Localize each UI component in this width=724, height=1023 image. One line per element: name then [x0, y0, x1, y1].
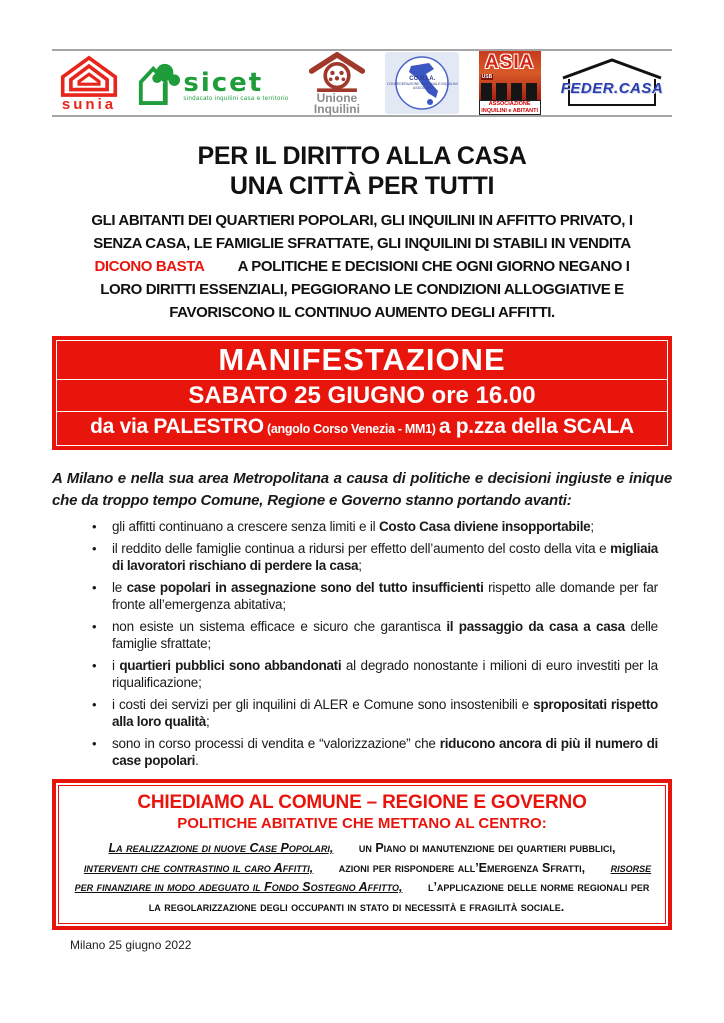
intro-paragraph: GLI ABITANTI DEI QUARTIERI POPOLARI, GLI INQUILINI IN AFFITTO PRIVATO, I SENZA CASA, LE FAMIGLIE SFRATTATE, GLI INQUILINI DI STABILI IN VENDITA DICONO BASTA A POLITICHE E DECISIONI CHE OGNI GIORNO NEGANO I LORO DIRITTI ESSENZIALI, PEGGIORANO LE CONDIZIONI ALLOGGIATIVE E FAVORISCONO IL CONTINUO AUMENTO DEGLI AFFITTI.	[91, 212, 633, 321]
demands-box	[52, 779, 672, 930]
federcasa-logo-label: FEDER.CASA	[560, 79, 664, 97]
banner-title: MANIFESTAZIONE	[218, 342, 506, 377]
sicet-logo-label: sicet	[183, 68, 264, 98]
bullet-item: • i quartieri pubblici sono abbandonati al degrado nonostante i milioni di euro investiti per la riqualificazione;	[92, 657, 658, 691]
demand-item-3: interventi che contrastino il caro Affitti,	[83, 860, 314, 875]
asia-logo	[479, 51, 541, 115]
asia-logo-subtitle: ASSOCIAZIONE INQUILINI e ABITANTI	[479, 100, 541, 115]
unione-inquilini-label: Unione Inquilini	[313, 90, 360, 116]
conia-logo-label: CO.N.I.A.	[409, 76, 436, 82]
sunia-logo-label: sunia	[61, 96, 117, 113]
sunia-house-icon	[60, 54, 118, 98]
bullet-item: • non esiste un sistema efficace e sicuro che garantisca il passaggio da casa a casa delle famiglie sfrattate;	[92, 618, 658, 652]
asia-usb-label: USB	[481, 74, 493, 80]
demand-item-4: azioni per rispondere all’Emergenza Sfratti,	[338, 860, 586, 875]
banner-street: PALESTRO	[153, 415, 264, 438]
unione-inquilini-house-icon	[308, 52, 366, 92]
page-title	[52, 141, 672, 201]
title-line-1: PER IL DIRITTO ALLA CASA	[197, 142, 527, 170]
federcasa-logo	[560, 57, 664, 109]
demands-subtitle: POLITICHE ABITATIVE CHE METTANO AL CENTRO:	[177, 815, 547, 832]
bullet-list	[52, 518, 672, 769]
demand-item-5: risorse per finanziare in modo adeguato il Fondo Sostegno Affitto,	[74, 860, 652, 894]
logo-strip	[52, 49, 672, 117]
demands-title: CHIEDIAMO AL COMUNE – REGIONE E GOVERNO	[137, 792, 587, 813]
banner-route: da via PALESTRO (angolo Corso Venezia - MM1) a p.zza della SCALA	[57, 411, 667, 445]
sicet-logo	[137, 60, 288, 106]
asia-buildings-icon	[481, 83, 539, 100]
bullet-item: • le case popolari in assegnazione sono del tutto insufficienti rispetto alle domande per far fronte all’emergenza abitativa;	[92, 579, 658, 613]
demand-item-6: l’applicazione delle norme regionali per la regolarizzazione degli occupanti in stato di necessità e fragilità sociale.	[148, 880, 650, 914]
bullet-item: • gli affitti continuano a crescere senza limiti e il Costo Casa diviene insopportabile;	[92, 518, 658, 535]
dicono-basta-highlight: DICONO BASTA	[94, 258, 205, 275]
conia-logo	[385, 52, 459, 114]
demo-banner	[52, 336, 672, 450]
lead-paragraph: A Milano e nella sua area Metropolitana a causa di politiche e decisioni ingiuste e inique che da troppo tempo Comune, Regione e Governo stanno portando avanti:	[52, 470, 672, 509]
demand-item-2: un Piano di manutenzione dei quartieri pubblici,	[358, 841, 616, 855]
title-line-2: UNA CITTÀ PER TUTTI	[229, 172, 495, 200]
bullet-item: • i costi dei servizi per gli inquilini di ALER e Comune sono insostenibili e spropositati rispetto alla loro qualità;	[92, 696, 658, 730]
bullet-item: • sono in corso processi di vendita e “valorizzazione” che riducono ancora di più il numero di case popolari.	[92, 735, 658, 769]
bullet-item: • il reddito delle famiglie continua a ridursi per effetto dell’aumento del costo della vita e migliaia di lavoratori rischiano di perdere la casa;	[92, 540, 658, 574]
asia-logo-label: ASIA	[484, 52, 535, 73]
conia-logo-subtitle: CONFEDERAZIONE NAZIONALE INQUILINI ASSOCIATI	[386, 82, 458, 90]
sicet-house-tree-icon	[137, 60, 181, 106]
sunia-logo	[60, 54, 118, 112]
date-line: Milano 25 giugno 2022	[70, 938, 192, 952]
banner-date: SABATO 25 GIUGNO ore 16.00	[57, 379, 667, 411]
unione-inquilini-logo	[308, 52, 366, 115]
sicet-logo-tagline: sindacato inquilini casa e territorio	[183, 96, 289, 102]
banner-route-note: (angolo Corso Venezia - MM1)	[263, 422, 439, 436]
demands-list	[71, 839, 653, 917]
demand-item-1: La realizzazione di nuove Case Popolari,	[108, 841, 334, 855]
